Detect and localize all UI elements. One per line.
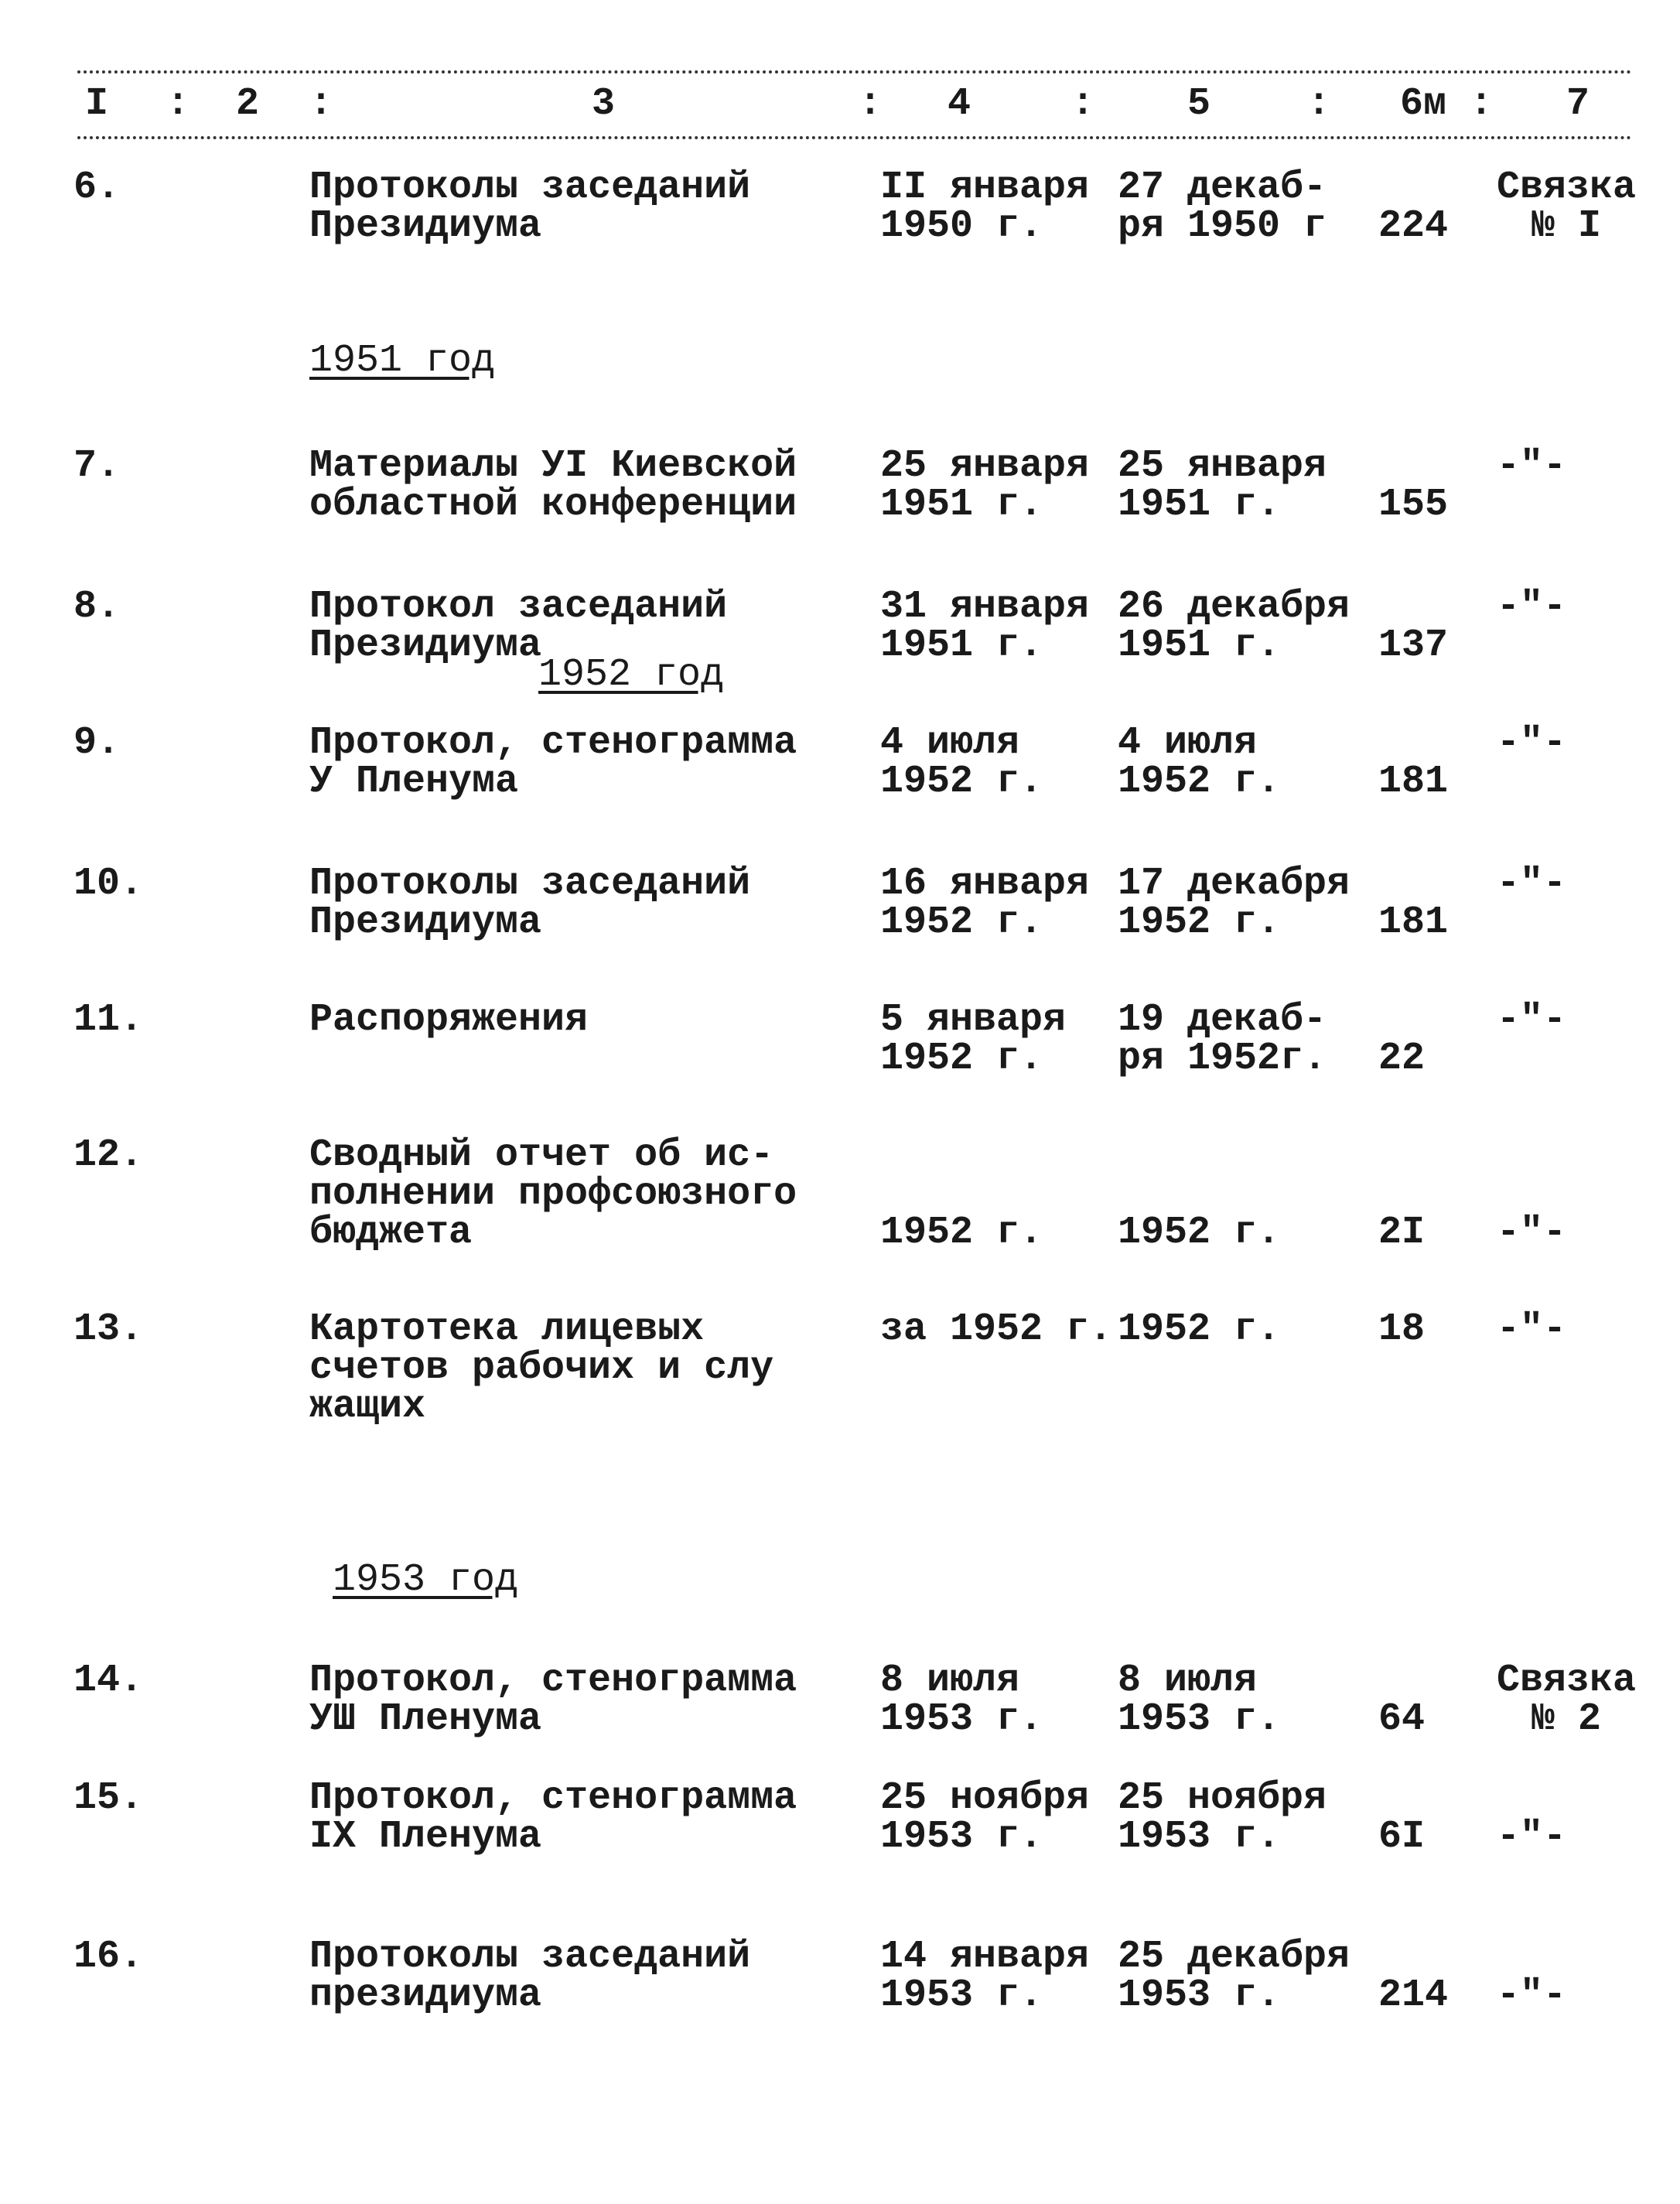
item-title: Материалы УI Киевской областной конференции bbox=[309, 444, 797, 527]
col-header-2: 2 bbox=[236, 82, 260, 126]
bundle-note: -"- bbox=[1497, 1307, 1567, 1351]
bundle-note: -"- bbox=[1497, 998, 1567, 1042]
bundle-note: -"- bbox=[1497, 862, 1567, 906]
item-title: Протоколы заседаний Президиума bbox=[309, 862, 751, 945]
end-date: 19 декаб- ря 1952г. bbox=[1118, 998, 1327, 1081]
item-title: Протоколы заседаний Президиума bbox=[309, 166, 751, 248]
sheet-count: 64 bbox=[1378, 1697, 1426, 1741]
col-header-6: 6м bbox=[1400, 82, 1447, 126]
col-header-5: 5 bbox=[1187, 82, 1211, 126]
start-date: 5 января 1952 г. bbox=[880, 998, 1067, 1081]
year-heading-1952: 1952 год bbox=[538, 653, 725, 697]
col-separator: : bbox=[309, 82, 333, 126]
bundle-note: -"- bbox=[1497, 444, 1567, 488]
end-date: 26 декабря 1951 г. bbox=[1118, 585, 1350, 668]
sheet-count: 22 bbox=[1378, 1037, 1426, 1081]
item-number: 10. bbox=[73, 862, 144, 906]
item-title: Протоколы заседаний президиума bbox=[309, 1935, 751, 2018]
sheet-count: 137 bbox=[1378, 624, 1449, 668]
sheet-count: 6I bbox=[1378, 1815, 1426, 1859]
year-heading-1953: 1953 год bbox=[333, 1558, 519, 1602]
item-number: 6. bbox=[73, 166, 121, 210]
start-date: за 1952 г. bbox=[880, 1307, 1113, 1351]
item-title: Распоряжения bbox=[309, 998, 589, 1042]
sheet-count: 214 bbox=[1378, 1973, 1449, 2018]
year-heading-1951: 1951 год bbox=[309, 339, 496, 383]
item-number: 7. bbox=[73, 444, 121, 488]
end-date: 4 июля 1952 г. bbox=[1118, 721, 1281, 804]
col-separator: : bbox=[1470, 82, 1494, 126]
item-title: Протокол, стенограмма УШ Пленума bbox=[309, 1659, 797, 1741]
item-title: Сводный отчет об ис- полнении профсоюзного бюджета bbox=[309, 1133, 797, 1255]
item-number: 14. bbox=[73, 1659, 144, 1703]
col-header-1: I bbox=[85, 82, 109, 126]
sheet-count: 224 bbox=[1378, 204, 1449, 248]
header-bottom-rule bbox=[77, 136, 1632, 139]
col-header-3: 3 bbox=[592, 82, 616, 126]
bundle-note: Связка № I bbox=[1497, 166, 1637, 248]
start-date: 25 января 1951 г. bbox=[880, 444, 1090, 527]
end-date: 8 июля 1953 г. bbox=[1118, 1659, 1281, 1741]
start-date: 31 января 1951 г. bbox=[880, 585, 1090, 668]
item-title: Протокол, стенограмма IX Пленума bbox=[309, 1776, 797, 1859]
column-header bbox=[0, 82, 1680, 132]
item-number: 16. bbox=[73, 1935, 144, 1979]
start-date: 25 ноября 1953 г. bbox=[880, 1776, 1090, 1859]
end-date: 25 января 1951 г. bbox=[1118, 444, 1327, 527]
end-date: 25 ноября 1953 г. bbox=[1118, 1776, 1327, 1859]
start-date: 14 января 1953 г. bbox=[880, 1935, 1090, 2018]
item-number: 13. bbox=[73, 1307, 144, 1351]
item-number: 8. bbox=[73, 585, 121, 629]
col-separator: : bbox=[166, 82, 190, 126]
item-number: 12. bbox=[73, 1133, 144, 1177]
start-date: 8 июля 1953 г. bbox=[880, 1659, 1043, 1741]
col-separator: : bbox=[859, 82, 883, 126]
item-number: 11. bbox=[73, 998, 144, 1042]
end-date: 25 декабря 1953 г. bbox=[1118, 1935, 1350, 2018]
start-date: 16 января 1952 г. bbox=[880, 862, 1090, 945]
end-date: 17 декабря 1952 г. bbox=[1118, 862, 1350, 945]
start-date: 1952 г. bbox=[880, 1211, 1043, 1255]
sheet-count: 18 bbox=[1378, 1307, 1426, 1351]
end-date: 1952 г. bbox=[1118, 1307, 1281, 1351]
sheet-count: 181 bbox=[1378, 900, 1449, 945]
col-separator: : bbox=[1307, 82, 1331, 126]
col-separator: : bbox=[1071, 82, 1095, 126]
bundle-note: -"- bbox=[1497, 1973, 1567, 2018]
end-date: 1952 г. bbox=[1118, 1211, 1281, 1255]
bundle-note: -"- bbox=[1497, 721, 1567, 765]
header-top-rule bbox=[77, 70, 1632, 73]
item-title: Картотека лицевых счетов рабочих и слу жащих bbox=[309, 1307, 774, 1429]
sheet-count: 181 bbox=[1378, 760, 1449, 804]
item-number: 9. bbox=[73, 721, 121, 765]
item-title: Протокол заседаний Президиума bbox=[309, 585, 728, 668]
bundle-note: Связка № 2 bbox=[1497, 1659, 1637, 1741]
item-number: 15. bbox=[73, 1776, 144, 1820]
sheet-count: 155 bbox=[1378, 483, 1449, 527]
bundle-note: -"- bbox=[1497, 1815, 1567, 1859]
item-title: Протокол, стенограмма У Пленума bbox=[309, 721, 797, 804]
sheet-count: 2I bbox=[1378, 1211, 1426, 1255]
start-date: 4 июля 1952 г. bbox=[880, 721, 1043, 804]
col-header-4: 4 bbox=[948, 82, 971, 126]
bundle-note: -"- bbox=[1497, 585, 1567, 629]
end-date: 27 декаб- ря 1950 г bbox=[1118, 166, 1327, 248]
start-date: II января 1950 г. bbox=[880, 166, 1090, 248]
bundle-note: -"- bbox=[1497, 1211, 1567, 1255]
col-header-7: 7 bbox=[1566, 82, 1590, 126]
